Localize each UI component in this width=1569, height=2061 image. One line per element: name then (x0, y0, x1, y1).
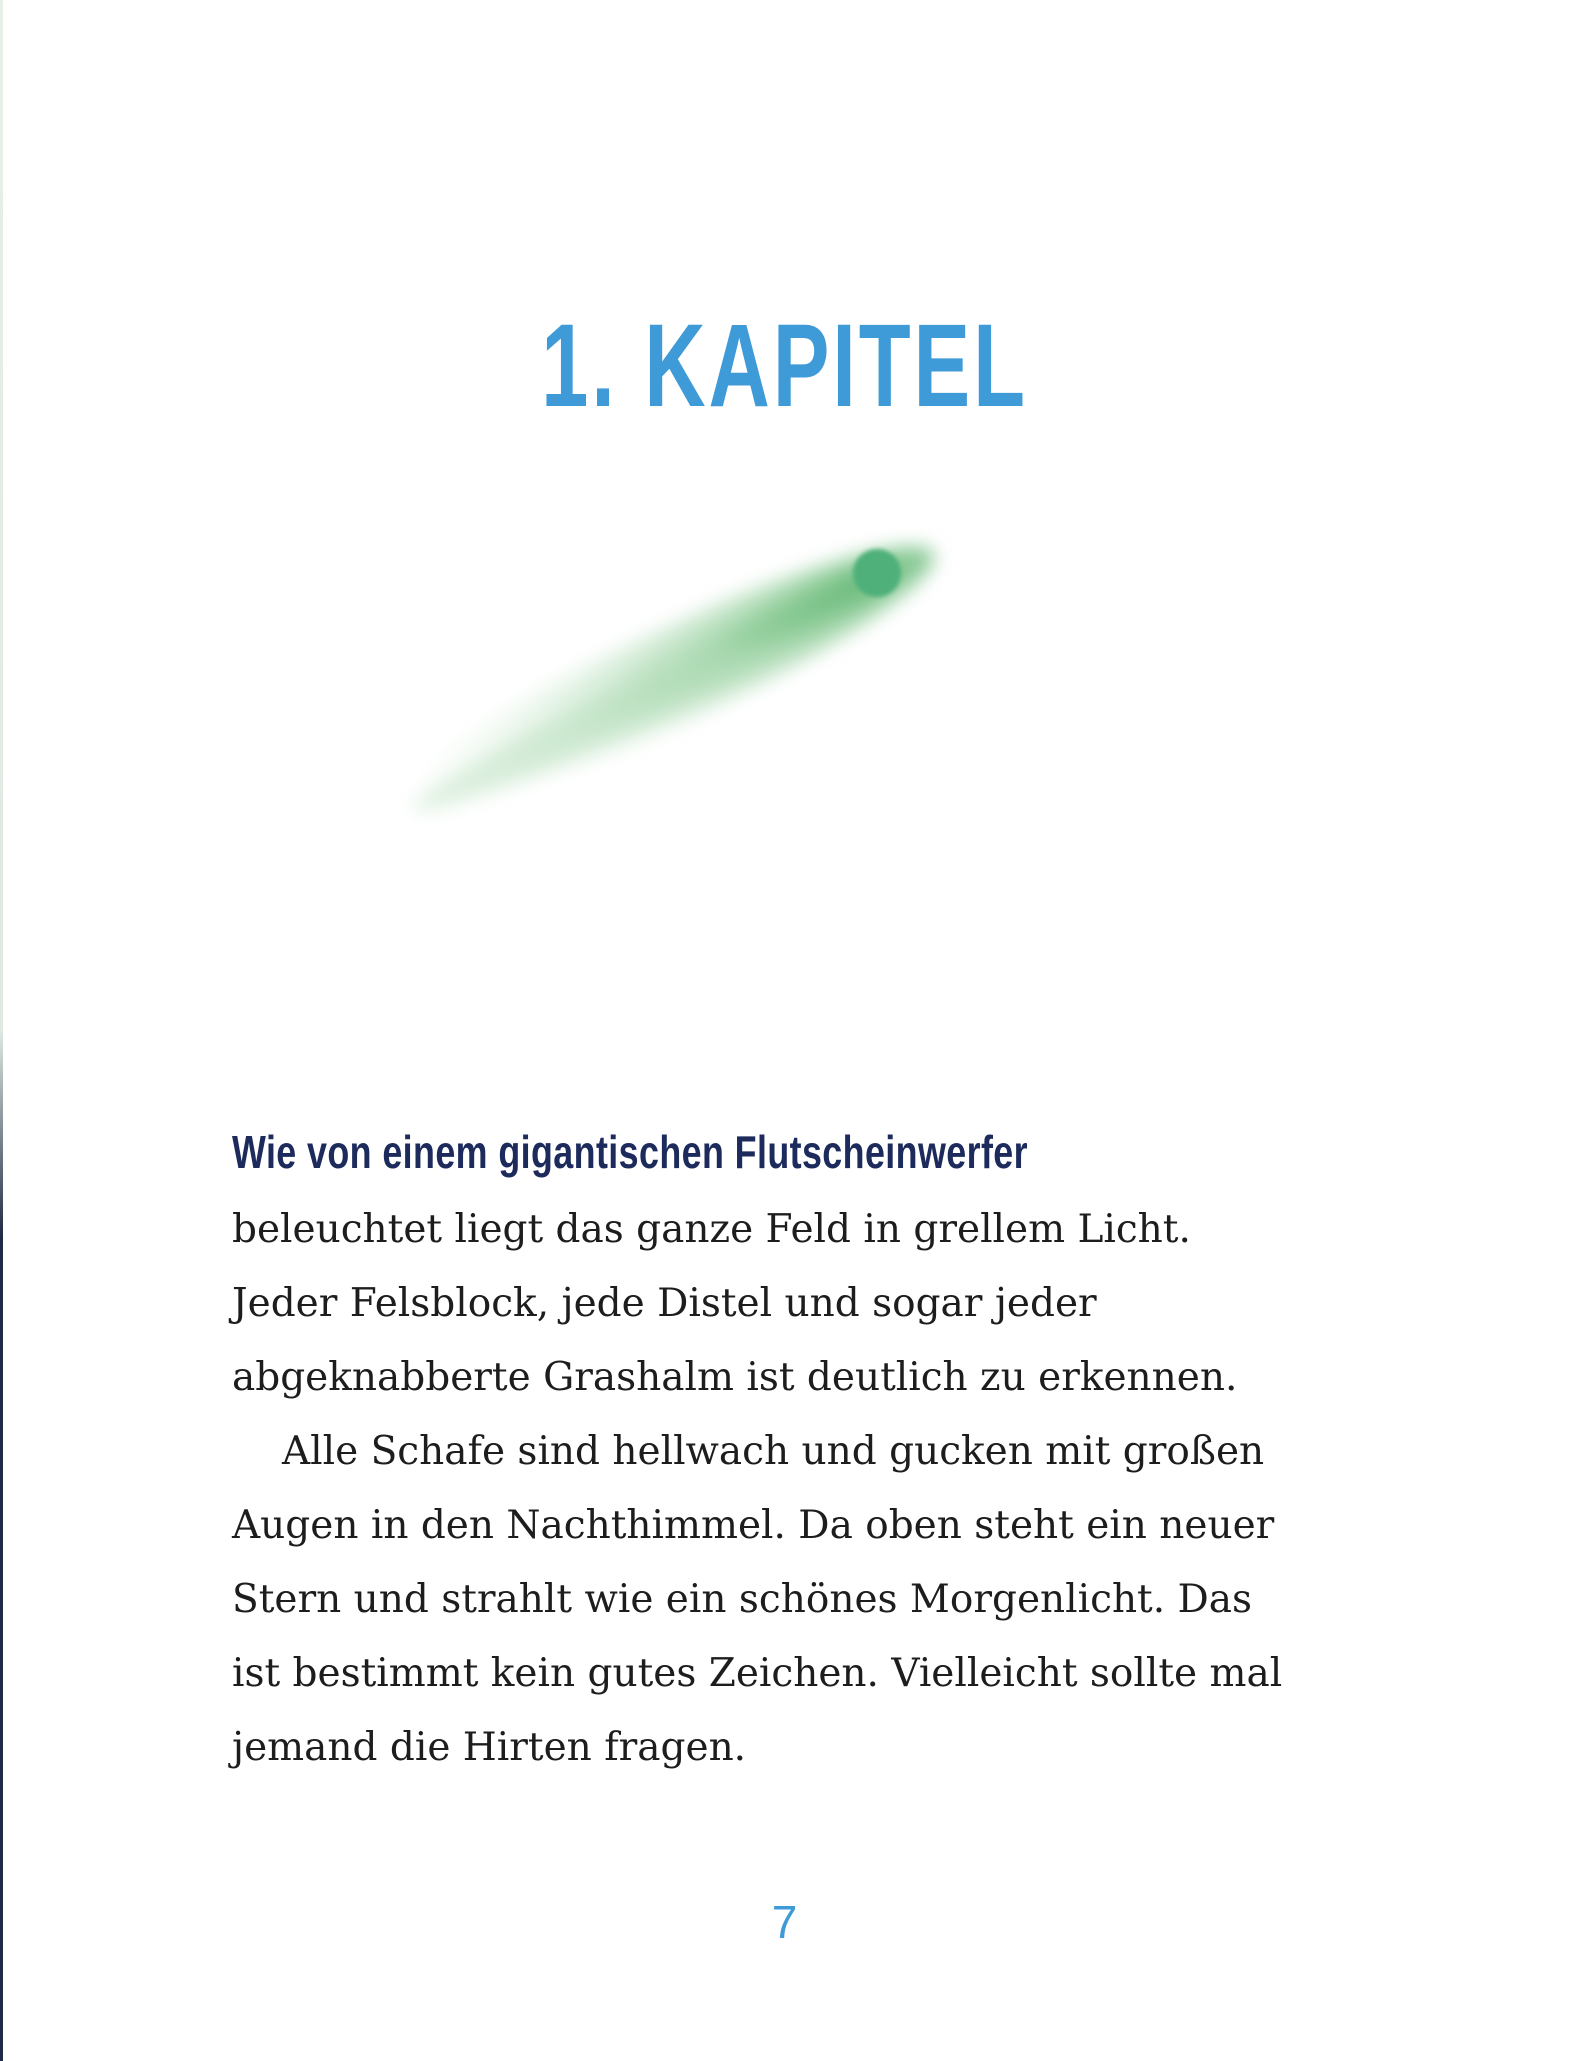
chapter-text (232, 1115, 1292, 1785)
comet-tail-streak (405, 630, 766, 827)
lead-in-heading: Wie von einem gigantischen Flutscheinwerfer (232, 1126, 1029, 1178)
comet-illustration (272, 440, 1252, 985)
page-number: 7 (771, 1896, 798, 1948)
comet-icon (272, 440, 1252, 985)
comet-head (853, 549, 901, 597)
chapter-title: 1. KAPITEL (541, 300, 1028, 433)
paragraph-2: Alle Schafe sind hellwach und gucken mit großen Augen in den Nachthimmel. Da oben steht ein neuer Stern und strahlt wie ein schönes Morgenlicht. Das ist bestimmt kein gutes Zeichen. Vielleicht sollte mal jemand die Hirten fragen. (232, 1429, 1283, 1770)
paragraph-1-text: beleuchtet liegt das ganze Feld in grellem Licht. Jeder Felsblock, jede Distel und sogar jeder abgeknabberte Grashalm ist deutlich zu erkennen. (232, 1207, 1238, 1400)
paragraph-1 (232, 1115, 1292, 1415)
page-edge (0, 0, 3, 2061)
